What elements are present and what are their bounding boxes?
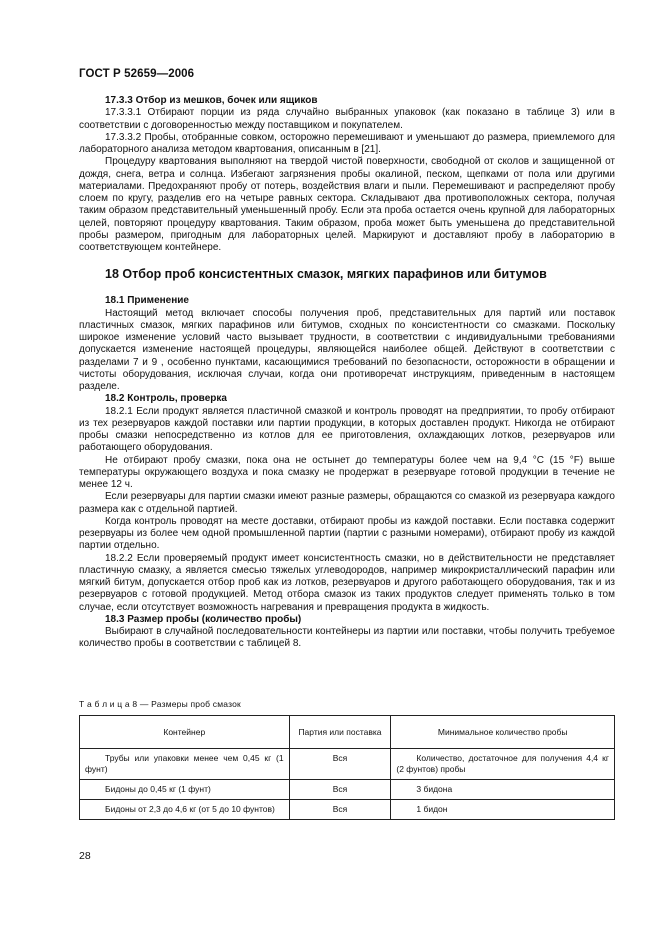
paragraph-17-3-3-1: 17.3.3.1 Отбирают порции из ряда случайно выбранных упаковок (как показано в таблице 3) или в соответствии с договоренностью между поставщиком и покупателем. <box>79 107 615 131</box>
column-header-min-quantity: Минимальное количество пробы <box>391 716 615 749</box>
column-header-container: Контейнер <box>80 716 290 749</box>
section-title-18: 18 Отбор проб консистентных смазок, мягких парафинов или битумов <box>105 267 547 282</box>
subsection-title-18-3: 18.3 Размер пробы (количество пробы) <box>105 613 302 625</box>
paragraph-18-2-1: 18.2.1 Если продукт является пластичной смазкой и контроль проводят на предприятии, то пробу отбирают из тех резервуаров каждой поставки или партии продукции, в которых доставлен продукт. Никогда не отбирают пробы смазки непосредственно из котлов для ее приготовления, охлаждающих лотков, резервуаров или работающего оборудования. <box>79 405 615 454</box>
table-cell-container: Трубы или упаковки менее чем 0,45 кг (1 фунт) <box>80 749 290 780</box>
column-header-batch: Партия или поставка <box>289 716 391 749</box>
paragraph-18-3: Выбирают в случайной последовательности контейнеры из партии или поставки, чтобы получить требуемое количество пробы в соответствии с таблицей 8. <box>79 626 615 650</box>
table-cell-container: Бидоны от 2,3 до 4,6 кг (от 5 до 10 фунтов) <box>80 800 290 820</box>
table-row <box>80 780 615 800</box>
subsection-title-18-1: 18.1 Применение <box>105 295 189 307</box>
table-cell-min-quantity: 3 бидона <box>391 780 615 800</box>
document-header: ГОСТ Р 52659—2006 <box>79 68 195 80</box>
paragraph-18-1: Настоящий метод включает способы получения проб, представительных для партий или поставок пластичных смазок, мягких парафинов или битумов, сходных по консистентности со смазками. Поскольку широкое изменение условий часто вызывает трудности, в соответствии с индивидуальными требованиями допускается изменение настоящей процедуры, являющейся наиболее общей. Действуют в соответствии с разделами 7 и 9 , особенно пунктами, касающимися требований по безопасности, осторожности в обращении и чистоты оборудования, исключая случаи, когда они противоречат инструкциям, приведенным в настоящем разделе. <box>79 307 615 392</box>
table-caption: Т а б л и ц а 8 — Размеры проб смазок <box>79 699 241 709</box>
subsection-title-17-3-3: 17.3.3 Отбор из мешков, бочек или ящиков <box>105 95 318 106</box>
paragraph-18-2-1-delivery: Когда контроль проводят на месте доставки, отбирают пробы из каждой поставки. Если поставка содержит резервуары из более чем одной промышленной партии (партии с разными номерами), отбирают пробу из каждой партии отдельно. <box>79 515 615 552</box>
table-cell-batch: Вся <box>289 749 391 780</box>
subsection-title-18-2: 18.2 Контроль, проверка <box>105 393 227 405</box>
paragraph-18-2-1-temp: Не отбирают пробу смазки, пока она не остынет до температуры более чем на 9,4 °С (15 °F) выше температуры окружающего воздуха и пока смазку не продержат в резервуаре готовой продукции в течение не менее 12 ч. <box>79 454 615 490</box>
paragraph-quartering: Процедуру квартования выполняют на твердой чистой поверхности, свободной от сколов и защищенной от дождя, снега, ветра и солнца. Избегают загрязнения пробы окалиной, песком, щепками от пола или другими материалами. Предохраняют пробу от потерь, воздействия влаги и пыли. Перемешивают и распределяют пробу слоем по кругу, разделив его на четыре равных сектора. Складывают два противоположных сектора, получая таким образом представительный уменьшенный пробу. Если эта проба остается очень крупной для лабораторных целей, повторяют процедуру квартования. Таким образом, проба может быть уменьшена до представительной пробы размером, пригодным для лабораторных целей. Маркируют и доставляют пробу в лабораторию в соответствующем контейнере. <box>79 156 615 253</box>
table-cell-batch: Вся <box>289 800 391 820</box>
table-cell-batch: Вся <box>289 780 391 800</box>
table-row <box>80 749 615 780</box>
paragraph-18-2-2: 18.2.2 Если проверяемый продукт имеет консистентность смазки, но в действительности не представляет пластичную смазку, а является смесью тяжелых углеводородов, например микрокристаллический парафин или мягкий битум, допускается отбор проб как из лотков, резервуаров и другого работающего оборудования, так и из резервуаров с готовой продукцией. Метод отбора смазок из таких продуктов следует применять только в том случае, если отсутствует возможность нагревания и превращения продукта в жидкость. <box>79 552 615 613</box>
page-number: 28 <box>79 850 91 862</box>
paragraph-18-2-1-sizes: Если резервуары для партии смазки имеют разные размеры, обращаются со смазкой из резервуара каждого размера как с отдельной партией. <box>79 491 615 515</box>
table-header-row <box>80 716 615 749</box>
table-cell-min-quantity: Количество, достаточное для получения 4,4 кг (2 фунтов) пробы <box>391 749 615 780</box>
paragraph-17-3-3-2: 17.3.3.2 Пробы, отобранные совком, осторожно перемешивают и уменьшают до размера, приемлемого для лабораторного анализа методом квартования, описанным в [21]. <box>79 131 615 155</box>
table-cell-container: Бидоны до 0,45 кг (1 фунт) <box>80 780 290 800</box>
sample-size-table <box>79 715 615 820</box>
table-cell-min-quantity: 1 бидон <box>391 800 615 820</box>
table-row <box>80 800 615 820</box>
document-body <box>79 93 615 651</box>
